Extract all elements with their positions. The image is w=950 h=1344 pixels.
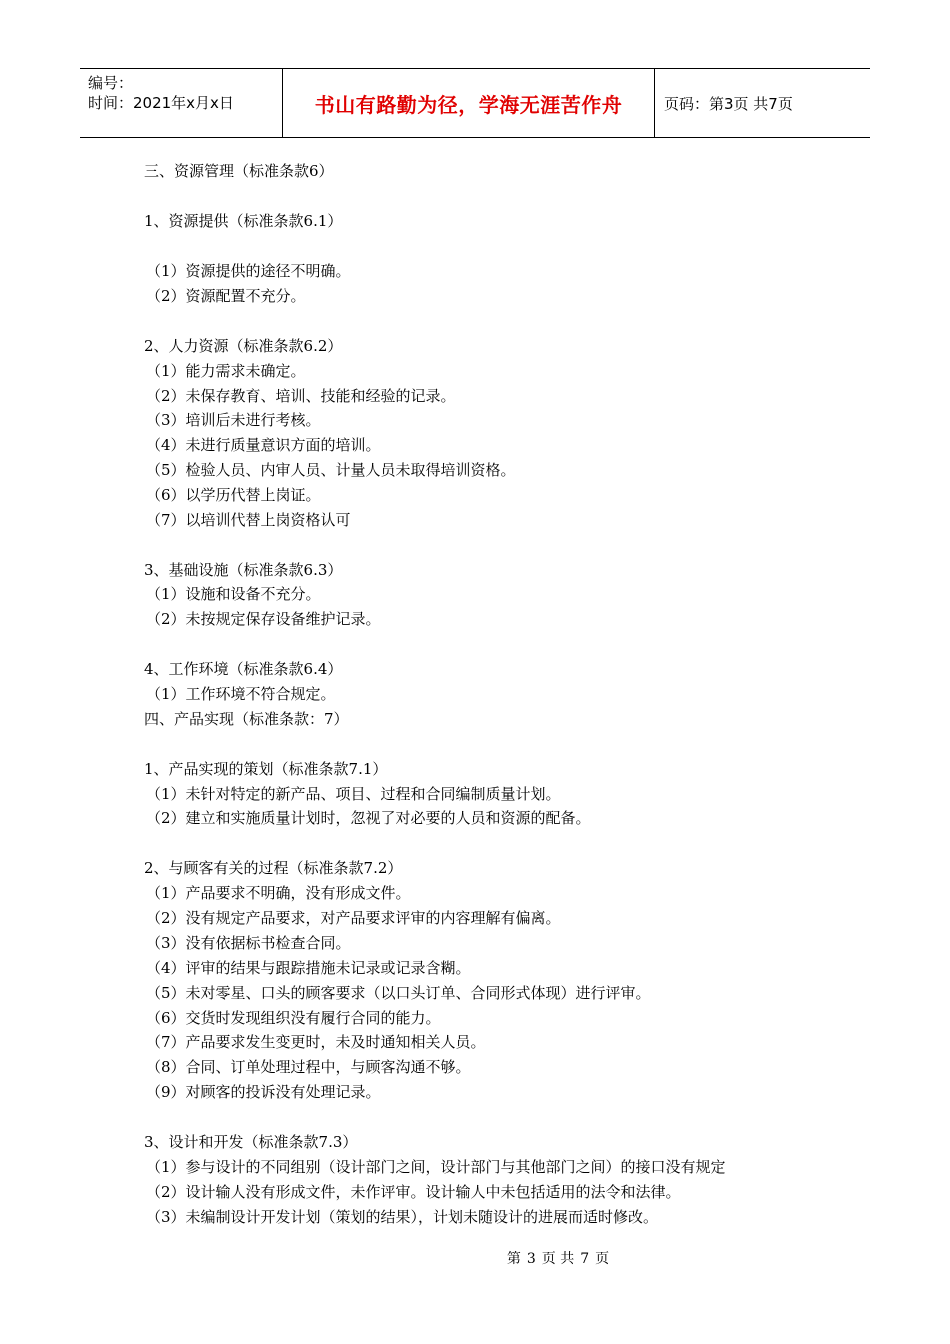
list-item: （8）合同、订单处理过程中，与顾客沟通不够。 [146, 1058, 471, 1076]
list-item: （5）未对零星、口头的顾客要求（以口头订单、合同形式体现）进行评审。 [146, 984, 651, 1002]
list-item: （4）评审的结果与跟踪措施未记录或记录含糊。 [146, 959, 471, 977]
subsection-heading: 2、与顾客有关的过程（标准条款7.2） [144, 859, 403, 877]
header-motto: 书山有路勤为径，学海无涯苦作舟 [314, 92, 623, 117]
list-item: （3）没有依据标书检查合同。 [146, 934, 351, 952]
subsection-heading: 2、人力资源（标准条款6.2） [144, 337, 343, 355]
subsection-heading: 1、资源提供（标准条款6.1） [144, 212, 343, 230]
list-item: （7）产品要求发生变更时，未及时通知相关人员。 [146, 1033, 486, 1051]
section-heading: 四、产品实现（标准条款：7） [144, 710, 349, 728]
list-item: （1）工作环境不符合规定。 [146, 685, 336, 703]
footer-total-pages: 7 [580, 1251, 590, 1267]
footer-suffix: 页 [595, 1251, 610, 1267]
list-item: （6）以学历代替上岗证。 [146, 486, 321, 504]
subsection-heading: 3、设计和开发（标准条款7.3） [144, 1133, 358, 1151]
list-item: （5）检验人员、内审人员、计量人员未取得培训资格。 [146, 461, 516, 479]
footer-prefix: 第 [506, 1251, 521, 1267]
page-footer [0, 1248, 950, 1268]
subsection-heading: 3、基础设施（标准条款6.3） [144, 561, 343, 579]
list-item: （4）未进行质量意识方面的培训。 [146, 436, 381, 454]
time-label: 时间：2021年x月x日 [88, 94, 234, 112]
list-item: （1）未针对特定的新产品、项目、过程和合同编制质量计划。 [146, 785, 561, 803]
header-page-info: 页码：第3页 共7页 [664, 94, 793, 113]
list-item: （1）设施和设备不充分。 [146, 585, 321, 603]
list-item: （9）对顾客的投诉没有处理记录。 [146, 1083, 381, 1101]
list-item: （1）能力需求未确定。 [146, 362, 306, 380]
footer-mid: 页 共 [541, 1251, 575, 1267]
list-item: （2）建立和实施质量计划时，忽视了对必要的人员和资源的配备。 [146, 809, 591, 827]
number-label: 编号： [88, 74, 134, 92]
list-item: （1）产品要求不明确，没有形成文件。 [146, 884, 411, 902]
list-item: （2）未按规定保存设备维护记录。 [146, 610, 381, 628]
footer-page-number: 3 [526, 1251, 536, 1267]
list-item: （2）未保存教育、培训、技能和经验的记录。 [146, 387, 456, 405]
subsection-heading: 4、工作环境（标准条款6.4） [144, 660, 343, 678]
list-item: （6）交货时发现组织没有履行合同的能力。 [146, 1009, 441, 1027]
list-item: （3）未编制设计开发计划（策划的结果），计划未随设计的进展而适时修改。 [146, 1208, 659, 1226]
list-item: （2）设计输人没有形成文件，未作评审。设计输人中未包括适用的法令和法律。 [146, 1183, 681, 1201]
list-item: （2）资源配置不充分。 [146, 287, 306, 305]
section-heading: 三、资源管理（标准条款6） [144, 162, 334, 180]
subsection-heading: 1、产品实现的策划（标准条款7.1） [144, 760, 388, 778]
list-item: （7）以培训代替上岗资格认可 [146, 511, 351, 529]
list-item: （1）参与设计的不同组别（设计部门之间，设计部门与其他部门之间）的接口没有规定 [146, 1158, 726, 1176]
list-item: （2）没有规定产品要求，对产品要求评审的内容理解有偏离。 [146, 909, 561, 927]
list-item: （3）培训后未进行考核。 [146, 411, 321, 429]
list-item: （1）资源提供的途径不明确。 [146, 262, 351, 280]
